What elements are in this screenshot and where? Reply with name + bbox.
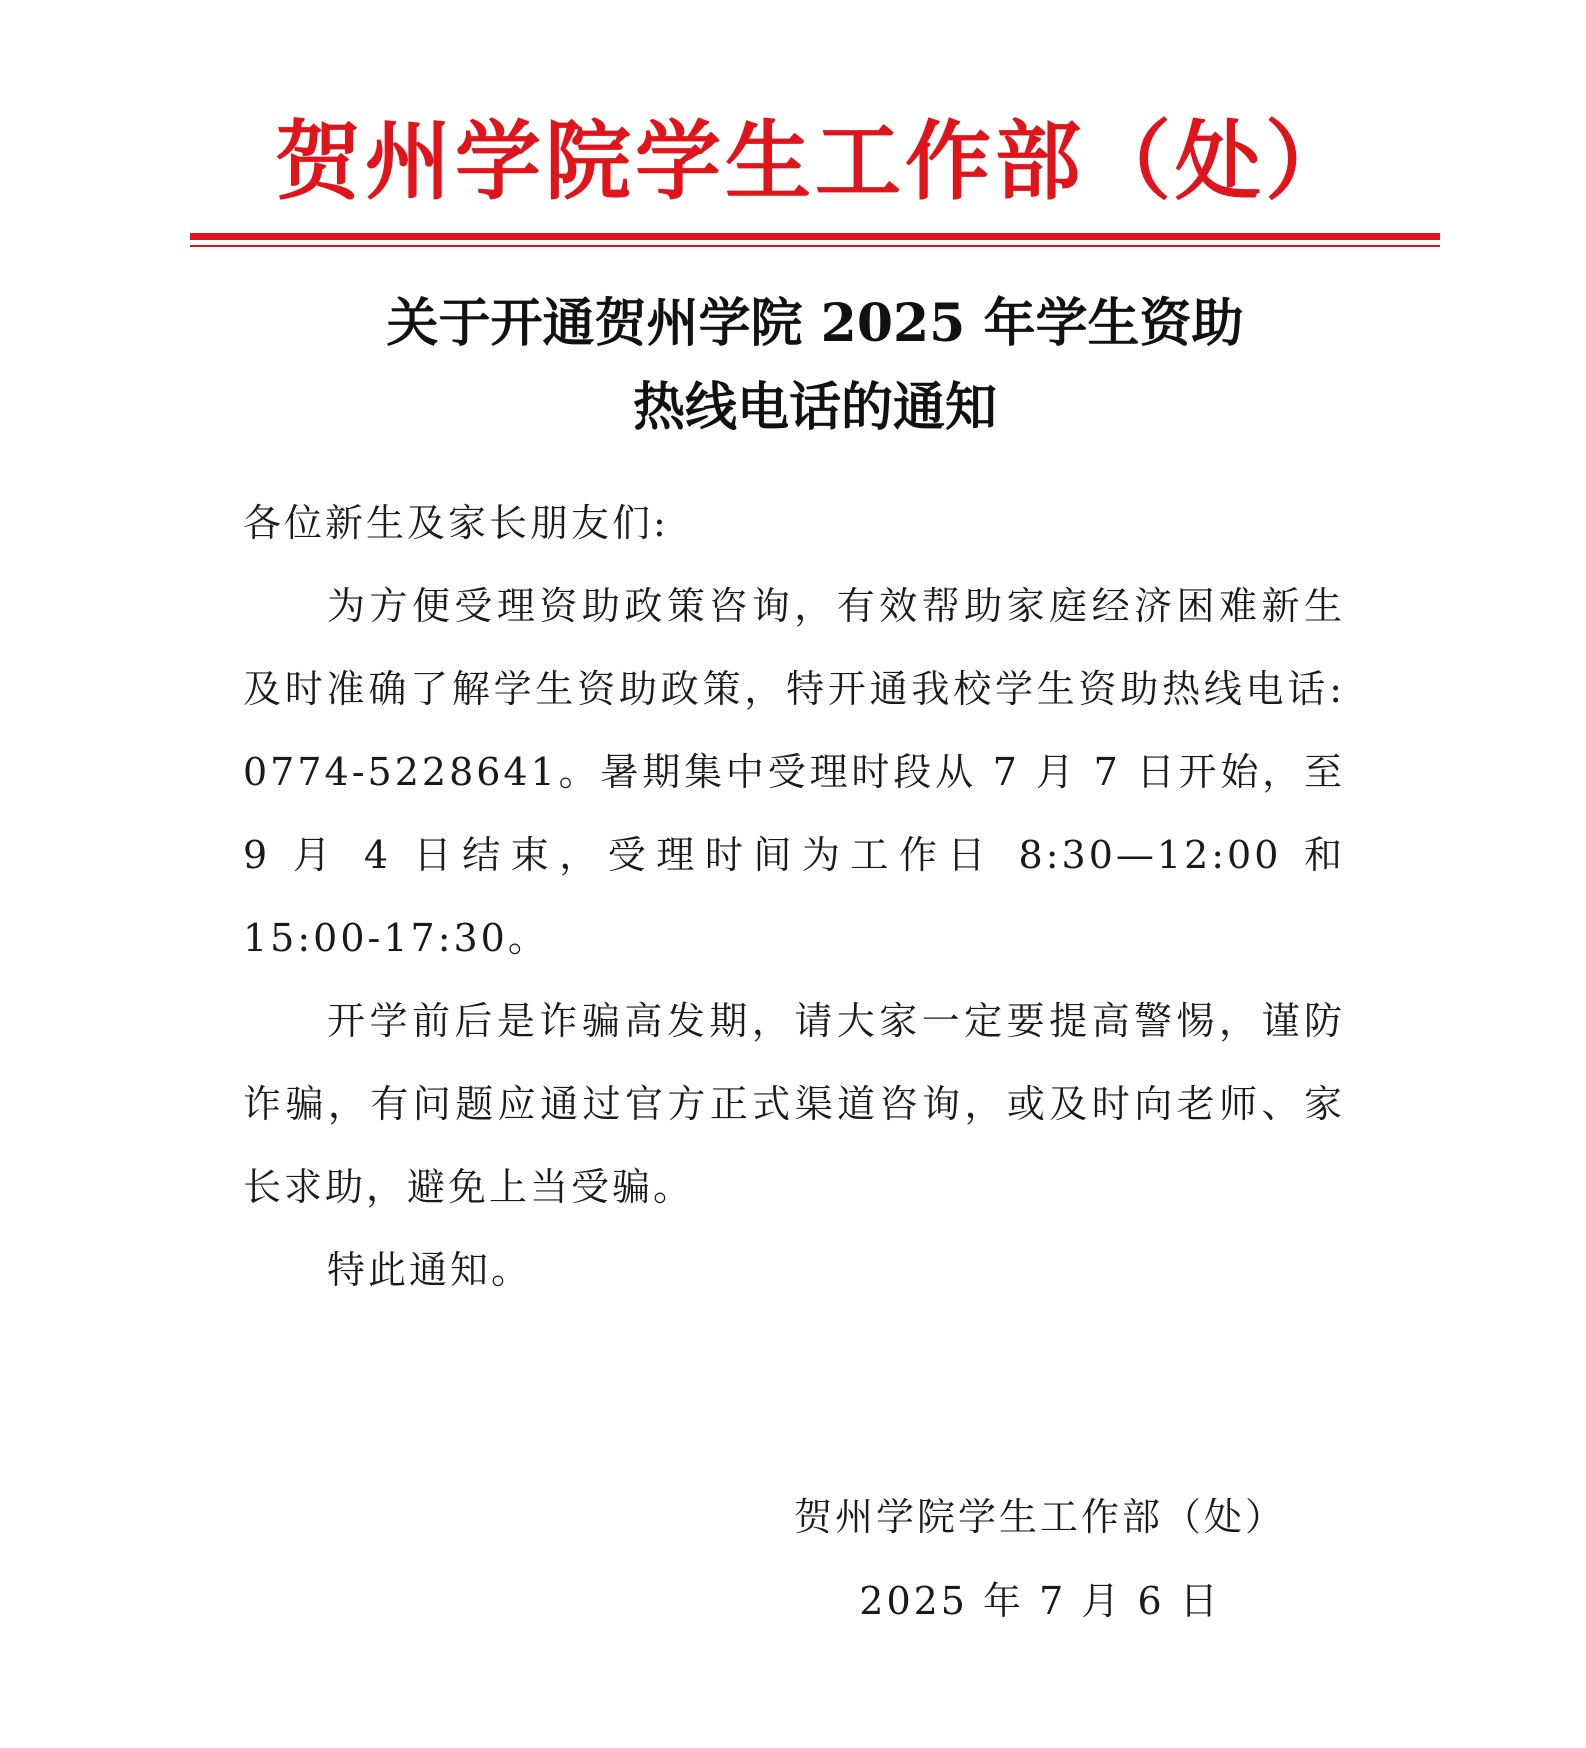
document-title: [190, 282, 1440, 450]
paragraph-fraud-warning: 开学前后是诈骗高发期，请大家一定要提高警惕，谨防诈骗，有问题应通过官方正式渠道咨询，或及时向老师、家长求助，避免上当受骗。: [243, 999, 1345, 1209]
masthead-thin-rule: [190, 245, 1440, 247]
signature-block: [780, 1475, 1300, 1643]
closing-line: 特此通知。: [327, 1248, 533, 1292]
masthead-thick-rule: [190, 233, 1440, 240]
signature-org: 贺州学院学生工作部（处）: [793, 1495, 1286, 1539]
document-title-line-2: 热线电话的通知: [632, 377, 997, 438]
document-body: [243, 482, 1345, 1312]
paragraph-hotline: 为方便受理资助政策咨询，有效帮助家庭经济困难新生及时准确了解学生资助政策，特开通我校学生资助热线电话: 0774-5228641。暑期集中受理时段从 7 月 7 日开始，至 9 月 4 日结束，受理时间为工作日 8:30—12:00 和 15:00-17:30。: [243, 584, 1345, 960]
greeting: 各位新生及家长朋友们:: [243, 501, 669, 545]
document-title-line-1: 关于开通贺州学院 2025 年学生资助: [386, 293, 1244, 354]
masthead-title: 贺州学院学生工作部（处）: [275, 111, 1355, 212]
signature-date: 2025 年 7 月 6 日: [859, 1579, 1221, 1623]
